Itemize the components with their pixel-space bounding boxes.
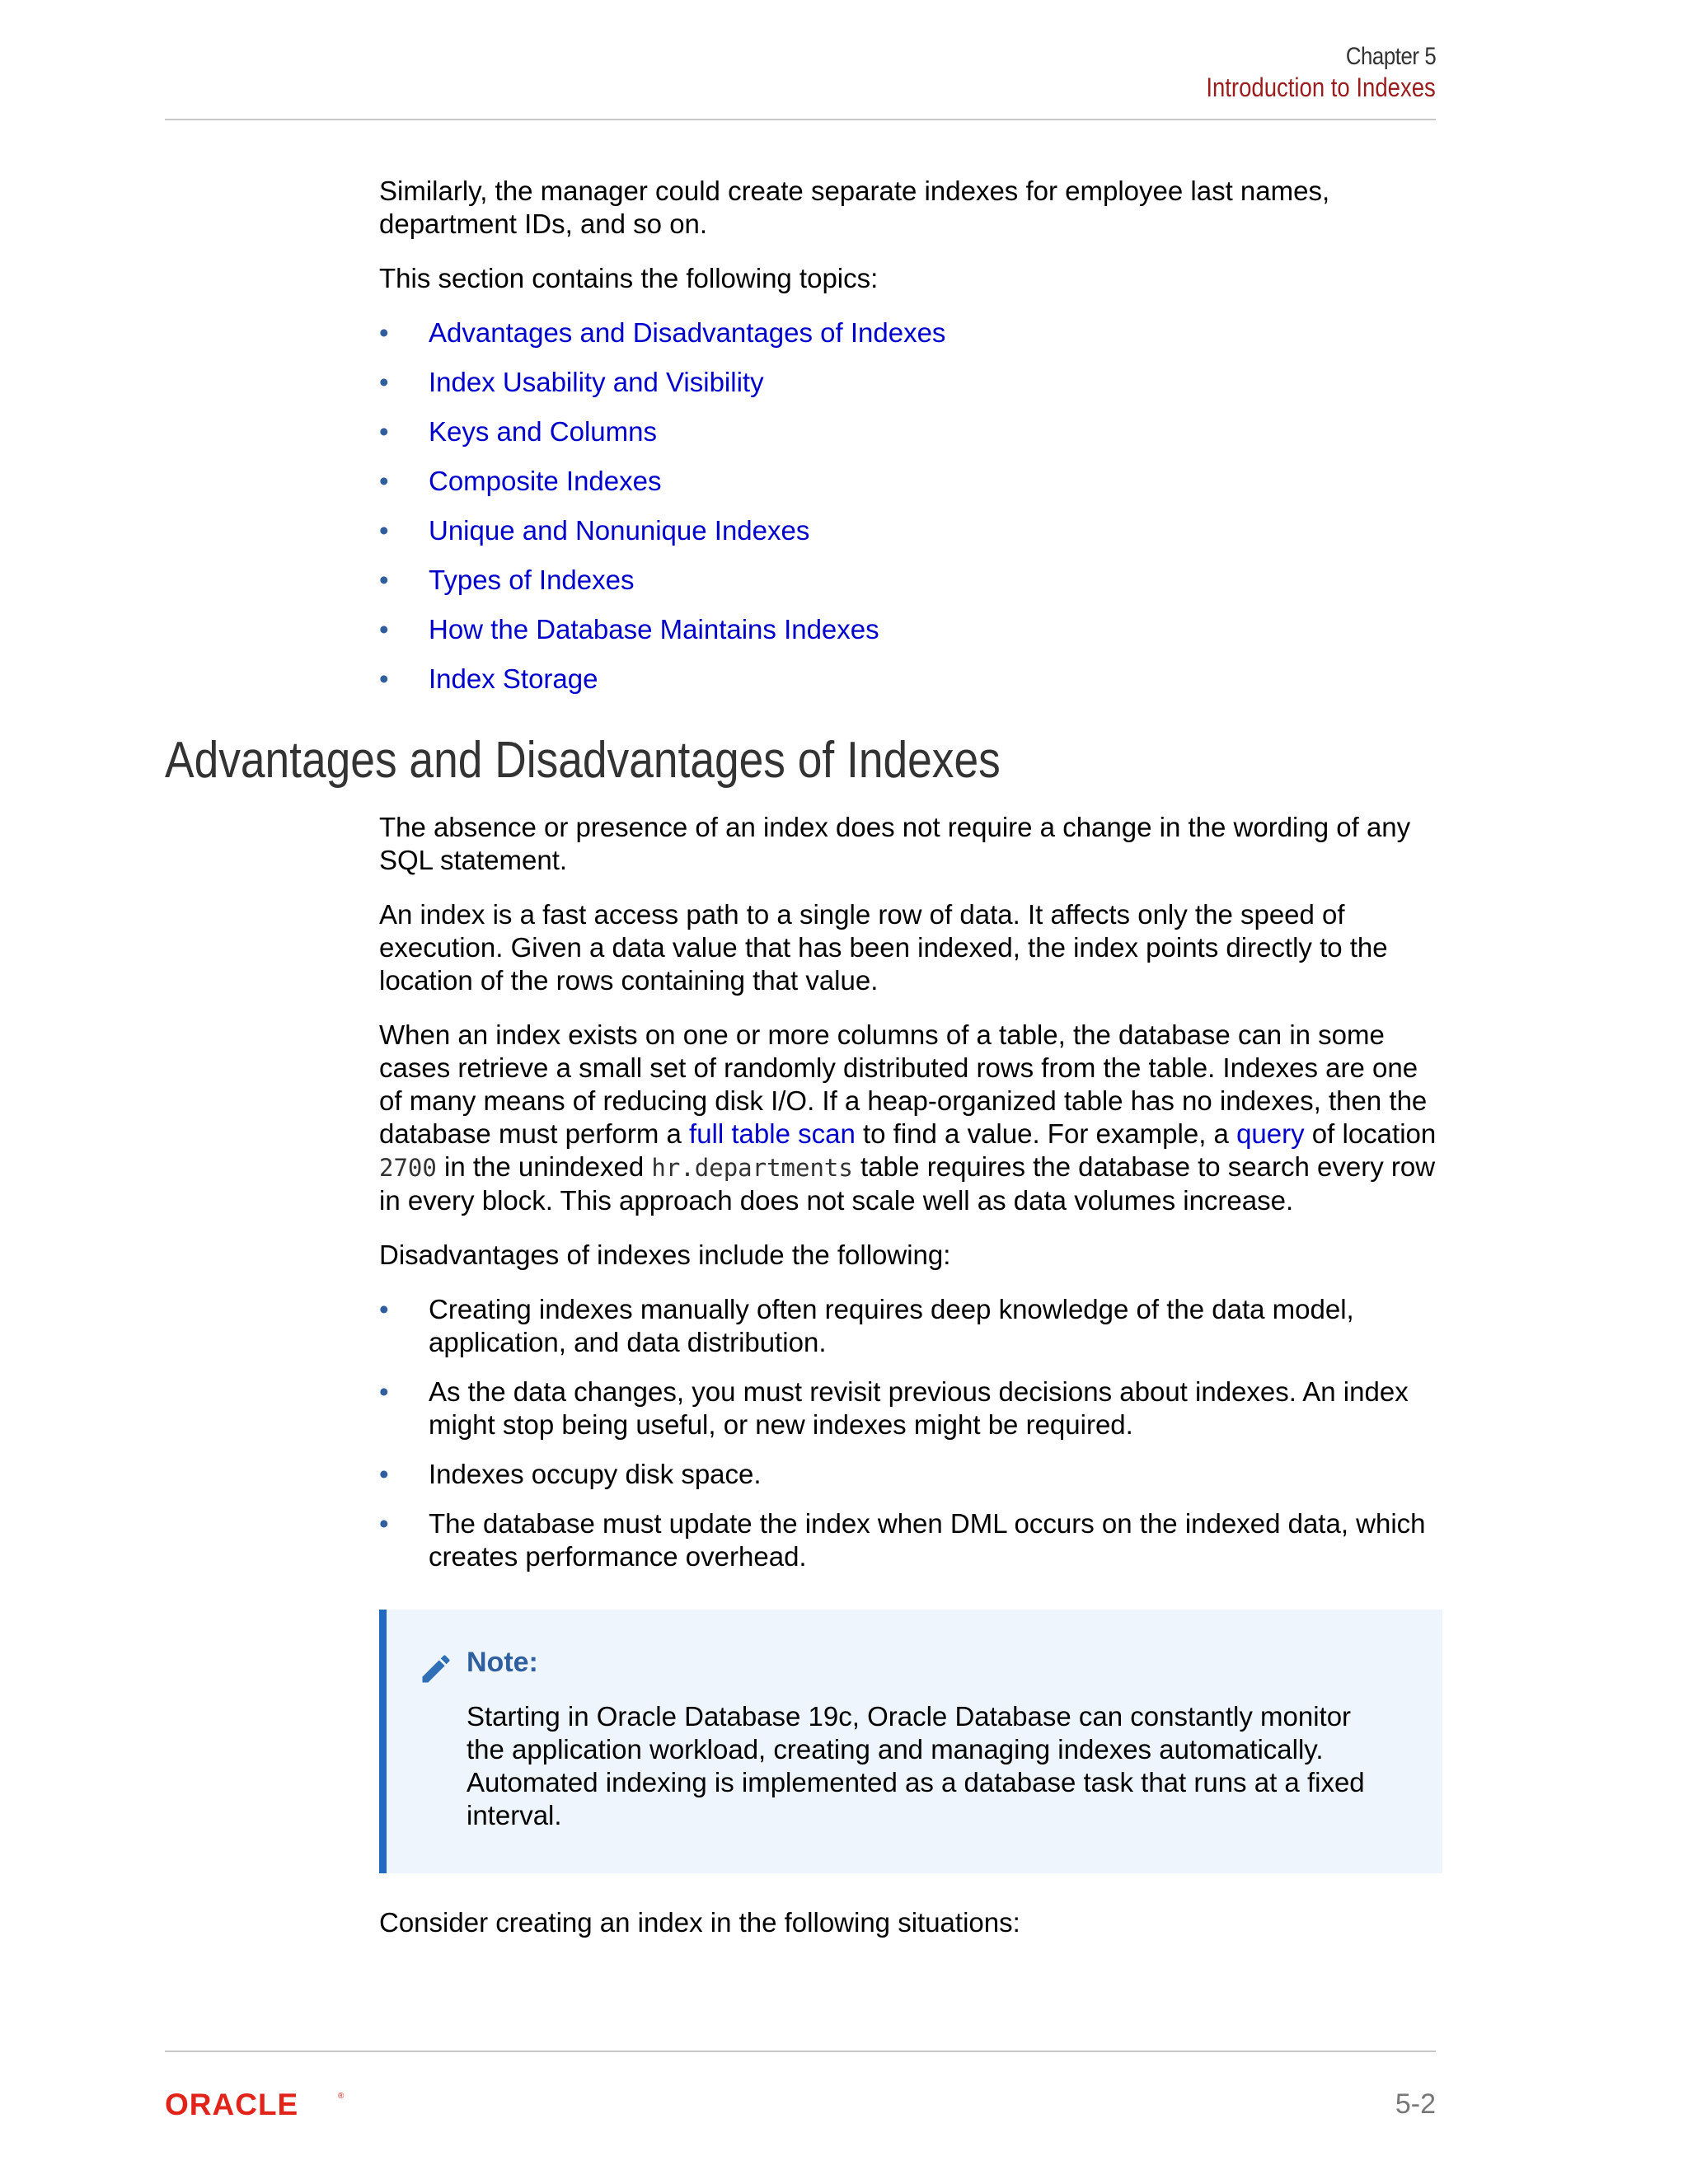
- disadvantage-text: Creating indexes manually often requires deep knowledge of the data model, application, and data distribution.: [429, 1294, 1354, 1357]
- section-paragraph-5: Consider creating an index in the following situations:: [379, 1907, 1020, 1938]
- topic-item: [379, 663, 1442, 696]
- topic-item: [379, 415, 1442, 448]
- disadvantages-list: [379, 1293, 1442, 1573]
- location-code: 2700: [379, 1154, 437, 1182]
- text-run: table requires the database to search every row in every block. This approach does not scale well as data volumes increase.: [379, 1151, 1436, 1216]
- topics-intro: This section contains the following topics:: [379, 263, 879, 293]
- disadvantage-text: The database must update the index when DML occurs on the indexed data, which creates performance overhead.: [429, 1508, 1426, 1572]
- note-text: Starting in Oracle Database 19c, Oracle Database can constantly monitor the application workload, creating and managing indexes automatically. Automated indexing is implemented as a database task that runs at a fixed interval.: [467, 1701, 1365, 1830]
- section-paragraph-2: An index is a fast access path to a single row of data. It affects only the speed of execution. Given a data value that has been indexed, the index points directly to the location of the rows containing that value.: [379, 899, 1388, 996]
- topic-link-keys[interactable]: Keys and Columns: [429, 416, 657, 447]
- main-content: [379, 175, 1442, 712]
- topic-item: [379, 564, 1442, 597]
- disadvantage-text: As the data changes, you must revisit previous decisions about indexes. An index might stop being useful, or new indexes might be required.: [429, 1376, 1409, 1440]
- section-paragraph-1: The absence or presence of an index does not require a change in the wording of any SQL statement.: [379, 812, 1411, 875]
- disadvantage-item: [379, 1507, 1442, 1573]
- topic-item: [379, 613, 1442, 646]
- text-run: in the unindexed: [436, 1151, 652, 1182]
- bullet-icon: •: [379, 1459, 389, 1489]
- disadvantage-item: [379, 1458, 1442, 1491]
- query-link[interactable]: query: [1236, 1118, 1305, 1149]
- topic-item: [379, 366, 1442, 399]
- topic-link-composite[interactable]: Composite Indexes: [429, 466, 662, 496]
- bullet-icon: •: [379, 1294, 389, 1324]
- topic-link-unique[interactable]: Unique and Nonunique Indexes: [429, 515, 810, 546]
- disadvantage-text: Indexes occupy disk space.: [429, 1459, 762, 1489]
- chapter-title: Introduction to Indexes: [1206, 73, 1436, 102]
- section-heading: Advantages and Disadvantages of Indexes: [165, 732, 1001, 789]
- section-content: [379, 811, 1442, 1961]
- page-number: 5-2: [1395, 2088, 1436, 2120]
- bullet-icon: •: [379, 515, 389, 546]
- pencil-icon: [418, 1651, 454, 1687]
- page-footer: [165, 2050, 1436, 2135]
- bullet-icon: •: [379, 565, 389, 595]
- text-run: of location: [1304, 1118, 1437, 1149]
- disadvantage-item: [379, 1376, 1442, 1441]
- bullet-icon: •: [379, 663, 389, 694]
- page-header: [165, 40, 1436, 120]
- text-run: to find a value. For example, a: [855, 1118, 1237, 1149]
- bullet-icon: •: [379, 466, 389, 496]
- oracle-logo: [165, 2088, 346, 2121]
- topic-link-maintains[interactable]: How the Database Maintains Indexes: [429, 614, 879, 644]
- full-table-scan-link[interactable]: full table scan: [689, 1118, 856, 1149]
- disadvantages-intro: Disadvantages of indexes include the following:: [379, 1240, 951, 1270]
- bullet-icon: •: [379, 367, 389, 397]
- disadvantage-item: [379, 1293, 1442, 1359]
- chapter-label: Chapter 5: [1345, 43, 1436, 70]
- topic-item: [379, 465, 1442, 498]
- topic-link-storage[interactable]: Index Storage: [429, 663, 598, 694]
- oracle-logo-text: ORACLE: [165, 2088, 299, 2121]
- topic-item: [379, 316, 1442, 349]
- bullet-icon: •: [379, 614, 389, 644]
- section-paragraph-3: [379, 1019, 1442, 1217]
- bullet-icon: •: [379, 317, 389, 348]
- note-box: [379, 1610, 1442, 1873]
- bullet-icon: •: [379, 1508, 389, 1539]
- text-run: When an index exists on one or more columns of a table, the database can in some cases retrieve a small set of randomly distributed rows from the table. Indexes are one of many means of reducing disk I/O. If a heap-organized table has no indexes, then the database must perform a: [379, 1019, 1428, 1149]
- topic-item: [379, 514, 1442, 547]
- registered-mark-icon: ®: [338, 2092, 345, 2101]
- note-title: Note:: [467, 1647, 538, 1678]
- table-name-code: hr.departments: [651, 1154, 853, 1182]
- topic-link-types[interactable]: Types of Indexes: [429, 565, 635, 595]
- topic-link-usability[interactable]: Index Usability and Visibility: [429, 367, 764, 397]
- topic-link-advantages[interactable]: Advantages and Disadvantages of Indexes: [429, 317, 946, 348]
- topics-list: [379, 316, 1442, 696]
- bullet-icon: •: [379, 416, 389, 447]
- intro-paragraph: Similarly, the manager could create separate indexes for employee last names, department IDs, and so on.: [379, 176, 1330, 239]
- bullet-icon: •: [379, 1376, 389, 1407]
